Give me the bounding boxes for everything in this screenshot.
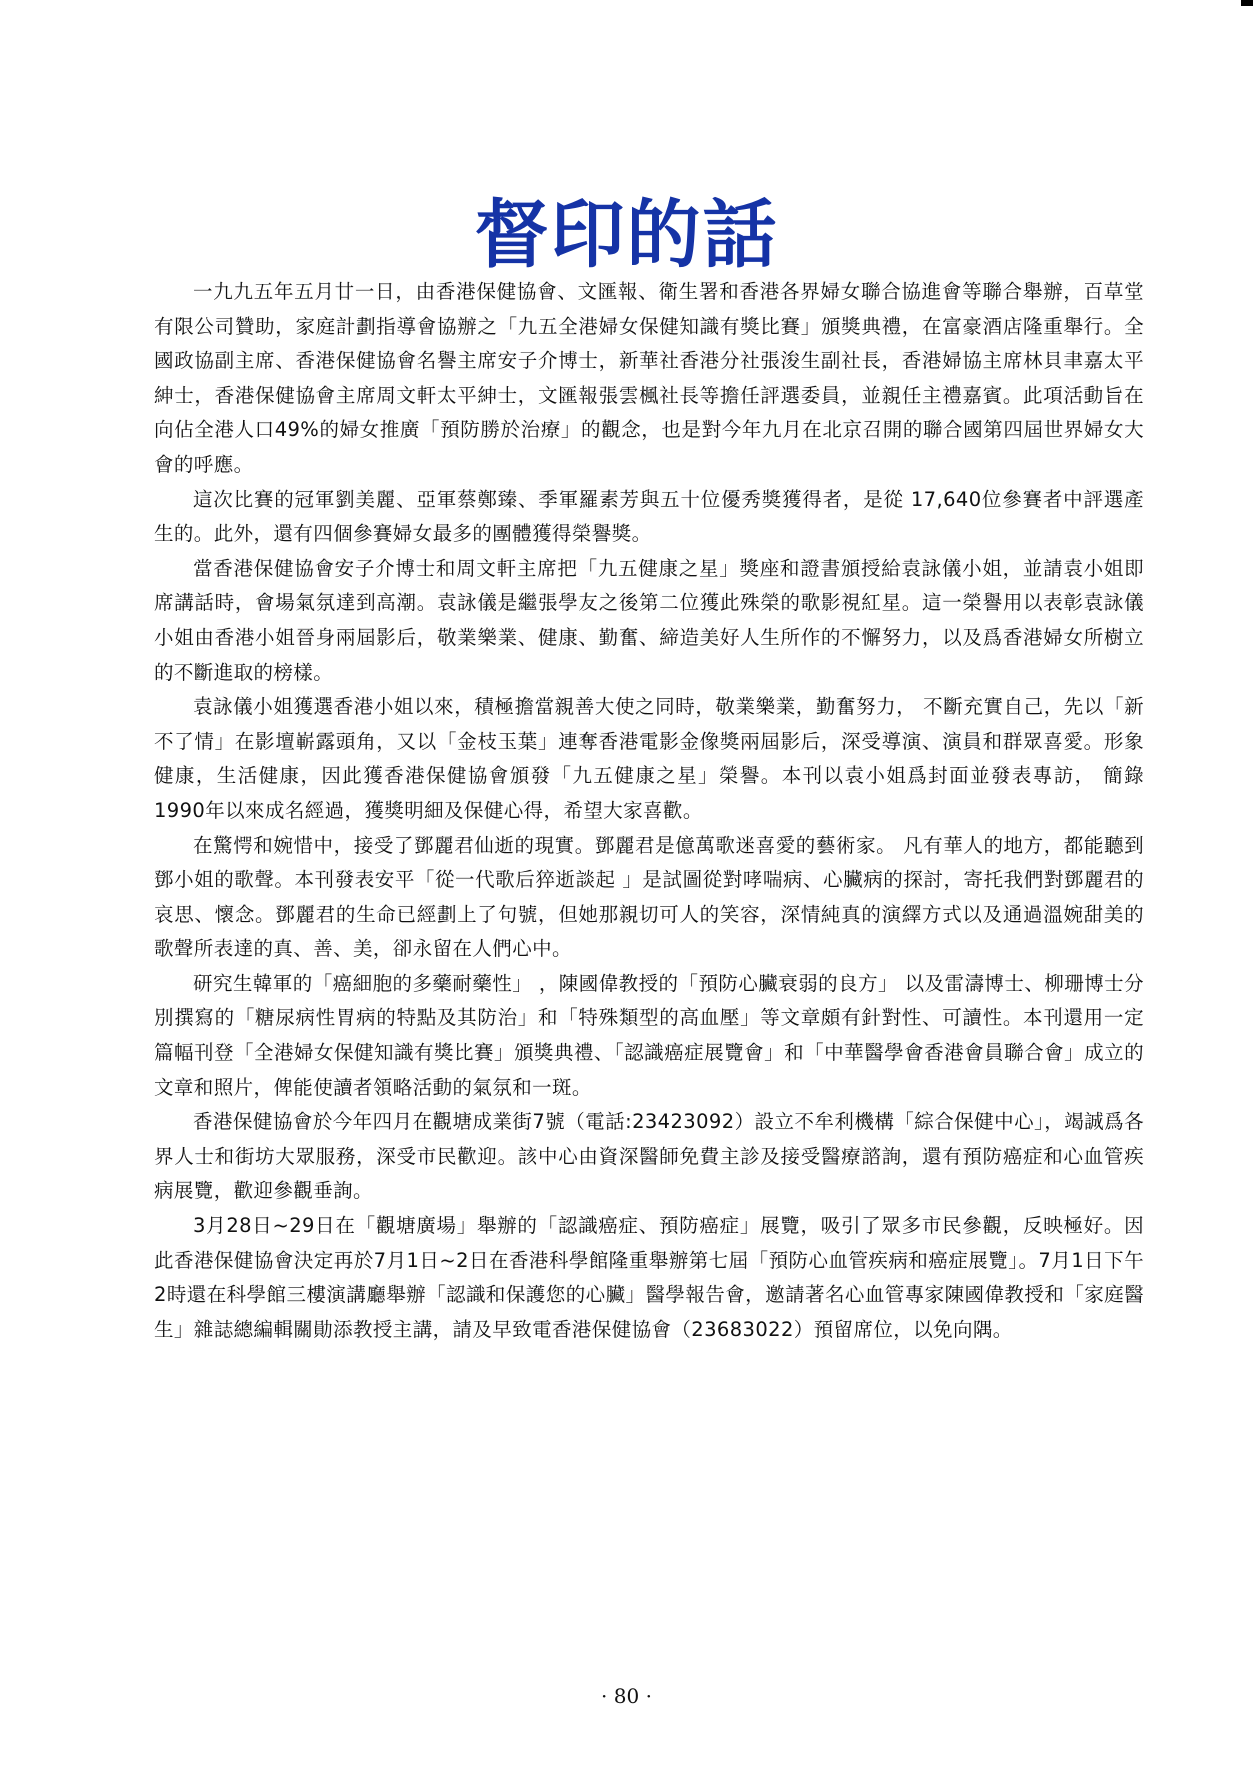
page-number: · 80 · xyxy=(601,1684,652,1708)
paragraph-8: 3月28日~29日在「觀塘廣場」舉辦的「認識癌症、預防癌症」展覽，吸引了眾多市民參觀，反映極好。因此香港保健協會決定再於7月1日~2日在香港科學館隆重舉辦第七屆「預防心血管疾病和癌症展覽」。7月1日下午2時還在科學館三樓演講廳舉辦「認識和保護您的心臟」醫學報告會，邀請著名心血管專家陳國偉教授和「家庭醫生」雜誌總編輯關勛添教授主講，請及早致電香港保健協會（23683022）預留席位，以免向隅。 xyxy=(154,1214,1144,1341)
paragraph-2: 這次比賽的冠軍劉美麗、亞軍蔡鄭臻、季軍羅素芳與五十位優秀獎獲得者，是從 17,640位參賽者中評選產生的。此外，還有四個參賽婦女最多的團體獲得榮譽獎。 xyxy=(154,487,1144,546)
paragraph-3: 當香港保健協會安子介博士和周文軒主席把「九五健康之星」獎座和證書頒授給袁詠儀小姐，並請袁小姐即席講話時，會場氣氛達到高潮。袁詠儀是繼張學友之後第二位獲此殊榮的歌影視紅星。這一榮譽用以表彰袁詠儀小姐由香港小姐晉身兩屆影后，敬業樂業、健康、勤奮、締造美好人生所作的不懈努力，以及爲香港婦女所樹立的不斷進取的榜樣。 xyxy=(154,556,1144,684)
article-body xyxy=(154,275,1144,1347)
paragraph-5: 在驚愕和婉惜中，接受了鄧麗君仙逝的現實。鄧麗君是億萬歌迷喜愛的藝術家。 凡有華人的地方，都能聽到鄧小姐的歌聲。本刊發表安平「從一代歌后猝逝談起 」是試圖從對哮喘病、心臟病的探討，寄托我們對鄧麗君的哀思、懷念。鄧麗君的生命已經劃上了句號，但她那親切可人的笑容，深情純真的演繹方式以及通過溫婉甜美的歌聲所表達的真、善、美，卻永留在人們心中。 xyxy=(154,833,1144,961)
paragraph-1: 一九九五年五月廿一日，由香港保健協會、文匯報、衛生署和香港各界婦女聯合協進會等聯合舉辦，百草堂有限公司贊助，家庭計劃指導會協辦之「九五全港婦女保健知識有獎比賽」頒獎典禮，在富豪酒店隆重舉行。全國政協副主席、香港保健協會名譽主席安子介博士，新華社香港分社張浚生副社長，香港婦協主席林貝聿嘉太平紳士，香港保健協會主席周文軒太平紳士，文匯報張雲楓社長等擔任評選委員，並親任主禮嘉賓。此項活動旨在向佔全港人口49%的婦女推廣「預防勝於治療」的觀念，也是對今年九月在北京召開的聯合國第四屆世界婦女大會的呼應。 xyxy=(154,280,1144,476)
page-title: 督印的話 xyxy=(474,191,779,278)
paragraph-4: 袁詠儀小姐獲選香港小姐以來，積極擔當親善大使之同時，敬業樂業，勤奮努力， 不斷充實自己，先以「新不了情」在影壇嶄露頭角，又以「金枝玉葉」連奪香港電影金像獎兩屆影后，深受導演、演員和群眾喜愛。形象健康，生活健康，因此獲香港保健協會頒發「九五健康之星」榮譽。本刊以袁小姐爲封面並發表專訪， 簡錄1990年以來成名經過，獲獎明細及保健心得，希望大家喜歡。 xyxy=(154,695,1144,822)
scan-corner-mark xyxy=(1241,0,1253,6)
paragraph-7: 香港保健協會於今年四月在觀塘成業街7號（電話:23423092）設立不牟利機構「綜合保健中心」，竭誠爲各界人士和街坊大眾服務，深受市民歡迎。該中心由資深醫師免費主診及接受醫療諮詢，還有預防癌症和心血管疾病展覽，歡迎參觀垂詢。 xyxy=(154,1110,1144,1203)
paragraph-6: 研究生韓軍的「癌細胞的多藥耐藥性」 ，陳國偉教授的「預防心臟衰弱的良方」 以及雷濤博士、柳珊博士分別撰寫的「糖尿病性胃病的特點及其防治」和「特殊類型的高血壓」等文章頗有針對性、可讀性。本刊還用一定篇幅刊登「全港婦女保健知識有獎比賽」頒獎典禮、「認識癌症展覽會」和「中華醫學會香港會員聯合會」成立的文章和照片，俾能使讀者領略活動的氣氛和一斑。 xyxy=(154,971,1144,1099)
